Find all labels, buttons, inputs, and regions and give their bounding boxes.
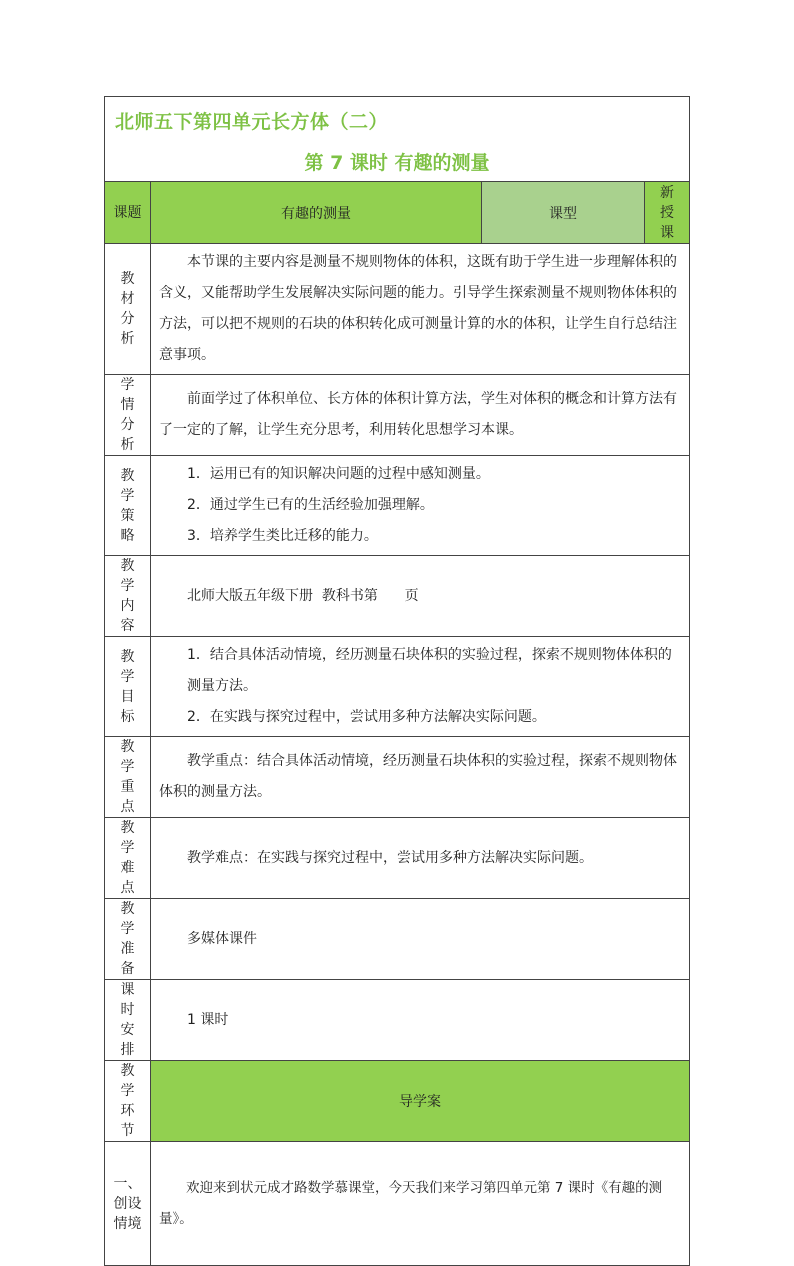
students-label: 学情分析 bbox=[105, 375, 151, 456]
goals-list bbox=[151, 637, 690, 737]
goal-item: 1．结合具体活动情境，经历测量石块体积的实验过程，探索不规则物体体积的测量方法。 bbox=[187, 647, 672, 694]
lesson-plan bbox=[104, 96, 689, 1266]
difficulties-text: 教学难点：在实践与探究过程中，尝试用多种方法解决实际问题。 bbox=[151, 818, 690, 899]
lesson-title: 第 7 课时 有趣的测量 bbox=[304, 152, 490, 174]
stages-label: 教学环节 bbox=[105, 1061, 151, 1142]
goals-label: 教学目标 bbox=[105, 637, 151, 737]
material-text: 本节课的主要内容是测量不规则物体的体积，这既有助于学生进一步理解体积的含义，又能帮助学生发展解决实际问题的能力。引导学生探索测量不规则物体体积的方法，可以把不规则的石块的体积转化成可测量计算的水的体积，让学生自行总结注意事项。 bbox=[151, 244, 690, 375]
title-cell bbox=[105, 97, 690, 182]
intro-label: 一、创设情境 bbox=[105, 1142, 151, 1266]
students-text: 前面学过了体积单位、长方体的体积计算方法，学生对体积的概念和计算方法有了一定的了解，让学生充分思考，利用转化思想学习本课。 bbox=[151, 375, 690, 456]
preparation-label: 教学准备 bbox=[105, 899, 151, 980]
strategy-label: 教学策略 bbox=[105, 456, 151, 556]
topic-label: 课题 bbox=[105, 182, 151, 244]
content-text: 北师大版五年级下册 教科书第 页 bbox=[151, 556, 690, 637]
schedule-text: 1 课时 bbox=[151, 980, 690, 1061]
lesson-plan-table bbox=[104, 96, 690, 1266]
key-points-label: 教学重点 bbox=[105, 737, 151, 818]
intro-text: 欢迎来到状元成才路数学慕课堂，今天我们来学习第四单元第 7 课时《有趣的测量》。 bbox=[151, 1142, 690, 1266]
strategy-item: 1．运用已有的知识解决问题的过程中感知测量。 bbox=[187, 466, 490, 482]
lesson-type-value: 新授课 bbox=[645, 182, 690, 244]
unit-title: 北师五下第四单元长方体（二） bbox=[115, 111, 389, 133]
preparation-text: 多媒体课件 bbox=[151, 899, 690, 980]
topic-value: 有趣的测量 bbox=[151, 182, 482, 244]
goal-item: 2．在实践与探究过程中，尝试用多种方法解决实际问题。 bbox=[187, 709, 546, 725]
schedule-label: 课时安排 bbox=[105, 980, 151, 1061]
stages-header: 导学案 bbox=[151, 1061, 690, 1142]
key-points-text: 教学重点：结合具体活动情境，经历测量石块体积的实验过程，探索不规则物体体积的测量方法。 bbox=[151, 737, 690, 818]
lesson-type-label: 课型 bbox=[482, 182, 645, 244]
material-label: 教材分析 bbox=[105, 244, 151, 375]
strategy-item: 3．培养学生类比迁移的能力。 bbox=[187, 528, 378, 544]
strategy-list bbox=[151, 456, 690, 556]
strategy-item: 2．通过学生已有的生活经验加强理解。 bbox=[187, 497, 434, 513]
content-label: 教学内容 bbox=[105, 556, 151, 637]
difficulties-label: 教学难点 bbox=[105, 818, 151, 899]
